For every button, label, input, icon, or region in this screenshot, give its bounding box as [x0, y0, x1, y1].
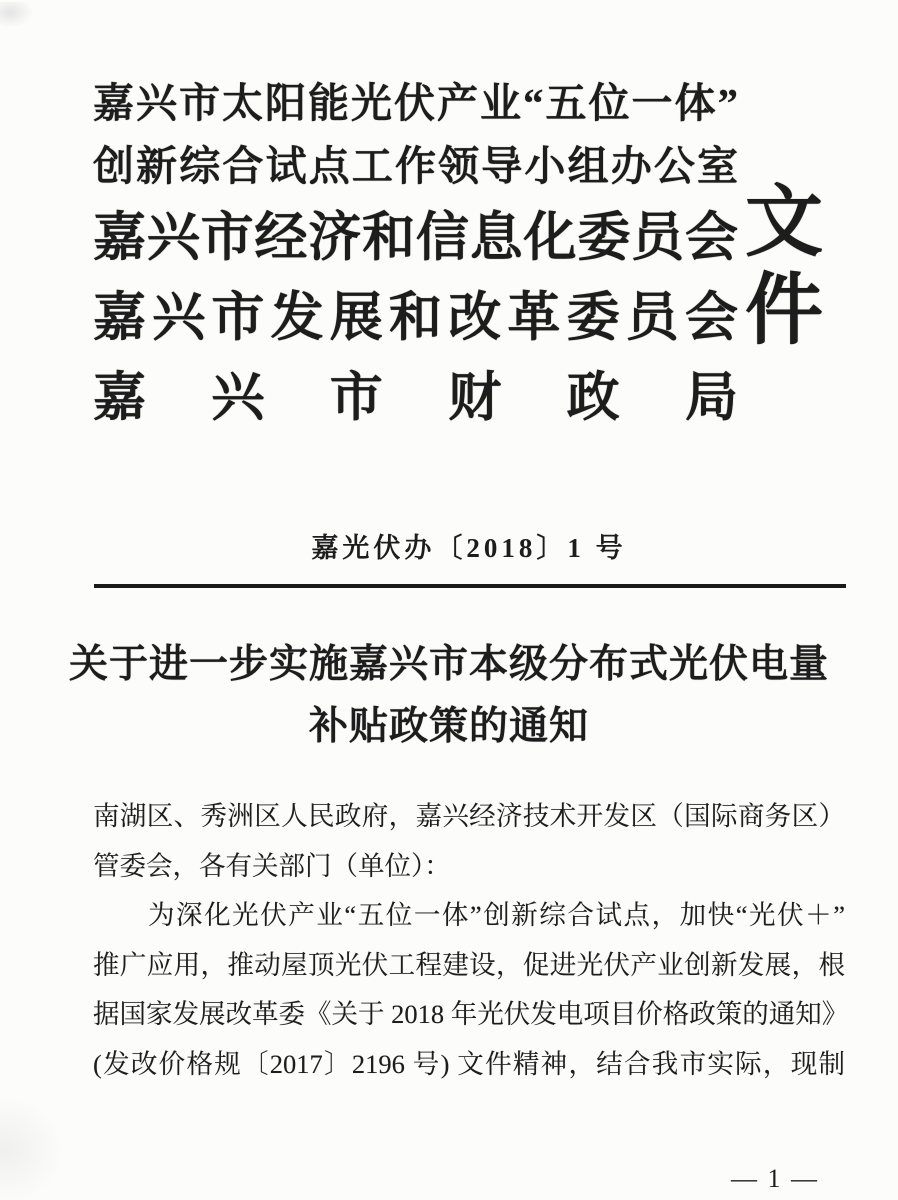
paragraph-line-2: 推广应用，推动屋顶光伏工程建设，促进光伏产业创新发展，根 [93, 949, 845, 980]
salutation-line-1: 南湖区、秀洲区人民政府，嘉兴经济技术开发区（国际商务区） [93, 801, 845, 831]
salutation-line-2: 管委会，各有关部门（单位）： [93, 850, 451, 881]
issuer-line-5: 嘉兴市财政局 [93, 369, 738, 427]
letterhead-issuers [93, 72, 738, 438]
document-number: 嘉光伏办〔2018〕1 号 [311, 533, 627, 563]
scan-artifact-bottom-left [0, 1100, 60, 1200]
paragraph-line-4: (发改价格规〔2017〕2196 号) 文件精神，结合我市实际，现制 [93, 1048, 845, 1079]
paragraph-line-1: 为深化光伏产业“五位一体”创新综合试点，加快“光伏＋” [148, 900, 845, 930]
document-title-line-2: 补贴政策的通知 [308, 705, 589, 748]
issuer-line-1: 嘉兴市太阳能光伏产业“五位一体” [93, 80, 738, 126]
issuer-line-4: 嘉兴市发展和改革委员会 [93, 289, 738, 347]
document-body [93, 792, 849, 1089]
document-title [45, 634, 853, 758]
separator-rule [94, 584, 846, 588]
paragraph-line-3: 据国家发展改革委《关于 2018 年光伏发电项目价格政策的通知》 [93, 999, 849, 1029]
scan-artifact-top-left [0, 2, 34, 28]
issuer-line-3: 嘉兴市经济和信息化委员会 [93, 209, 738, 267]
document-title-line-1: 关于进一步实施嘉兴市本级分布式光伏电量 [68, 643, 829, 686]
page-number: — 1 — [731, 1164, 819, 1193]
doc-type-vertical-label: 文件 [734, 180, 821, 356]
issuer-line-2: 创新综合试点工作领导小组办公室 [93, 143, 738, 189]
